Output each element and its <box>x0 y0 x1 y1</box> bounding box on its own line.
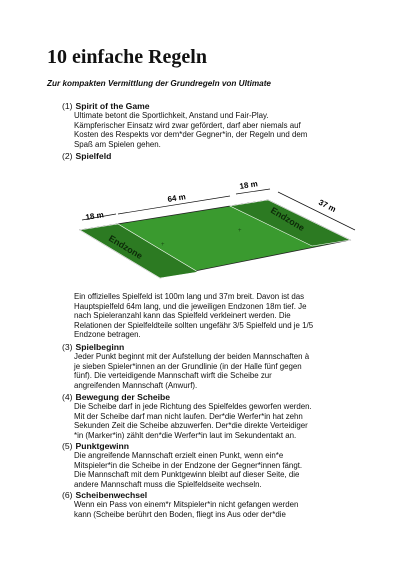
rule-body: Jeder Punkt beginnt mit der Aufstellung der beiden Mannschaften à je sieben Spieler*innen an der Grundlinie (in der Halle fünf gegen fünf). Die verteidigende Mannschaft wirft die Scheibe zur angreifenden Mannschaft (Anwurf). <box>74 352 310 390</box>
brick-mark: + <box>161 242 165 248</box>
rule-heading <box>62 101 362 111</box>
endzone-label-left: Endzone <box>106 233 145 262</box>
label-endzone-left: 18 m <box>84 210 105 222</box>
rule-4 <box>62 392 362 440</box>
label-main-length: 64 m <box>166 192 187 204</box>
rule-5 <box>62 441 362 489</box>
rule-1 <box>62 101 362 149</box>
rule-body: Die Scheibe darf in jede Richtung des Spielfeldes geworfen werden. Mit der Scheibe darf man nicht laufen. Der*die Werfer*in hat zehn Sekunden Zeit die Scheibe abzuwerfen. Der*die direkte Verteidiger *in (Marker*in) zählt den*die Werfer*in laut im Sekundentakt an. <box>74 402 312 440</box>
rule-heading <box>62 490 362 500</box>
brick-mark: + <box>238 228 242 234</box>
rule-2-body: Ein offizielles Spielfeld ist 100m lang und 37m breit. Davon ist das Hauptspielfeld 64m lang, und die jeweiligen Endzonen 18m tief. Je nach Spieleranzahl kann das Spielfeld verkleinert werden. Die Relationen der Spielfeldteile sollten ungefähr 3/5 Spielfeld und je 1/5 Endzone betragen. <box>74 292 314 340</box>
rule-body: Ultimate betont die Sportlichkeit, Anstand und Fair-Play. Kämpferischer Einsatz wird zwar gefördert, darf aber niemals auf Kosten des Respekts vor dem*der Gegner*in, der Regeln und dem Spaß am Spielen gehen. <box>74 111 308 149</box>
rule-title: Spirit of the Game <box>75 101 150 111</box>
rule-number: (6) <box>62 490 73 500</box>
rule-heading <box>62 441 362 451</box>
rule-number: (5) <box>62 441 73 451</box>
rule-title: Scheibenwechsel <box>75 490 148 500</box>
rule-number: (1) <box>62 101 73 111</box>
endzone-label-right: Endzone <box>268 205 307 234</box>
rule-title: Spielbeginn <box>75 342 125 352</box>
rule-body: Die angreifende Mannschaft erzielt einen Punkt, wenn ein*e Mitspieler*in die Scheibe in der Endzone der Gegner*innen fängt. Die Mannschaft mit dem Punktgewinn bleibt auf dieser Seite, die andere Mannschaft muss die Spielfeldseite wechseln. <box>74 451 303 489</box>
rule-heading <box>62 342 362 352</box>
field-diagram <box>70 170 360 290</box>
label-endzone-top: 18 m <box>238 179 259 191</box>
rule-heading <box>62 392 362 402</box>
rule-title: Bewegung der Scheibe <box>75 392 171 402</box>
rule-number: (3) <box>62 342 73 352</box>
rule-number: (4) <box>62 392 73 402</box>
rule-title: Punktgewinn <box>75 441 129 451</box>
page-title: 10 einfache Regeln <box>47 46 207 68</box>
rule-6 <box>62 490 362 519</box>
rule-heading <box>62 151 362 161</box>
rule-title: Spielfeld <box>75 151 112 161</box>
label-width: 37 m <box>317 197 338 215</box>
page-subtitle: Zur kompakten Vermittlung der Grundregeln von Ultimate <box>47 79 271 88</box>
rule-3 <box>62 342 362 390</box>
rule-2 <box>62 151 362 161</box>
rule-body: Wenn ein Pass von einem*r Mitspieler*in nicht gefangen werden kann (Scheibe berührt den Boden, fliegt ins Aus oder der*die <box>74 500 299 519</box>
rule-number: (2) <box>62 151 73 161</box>
